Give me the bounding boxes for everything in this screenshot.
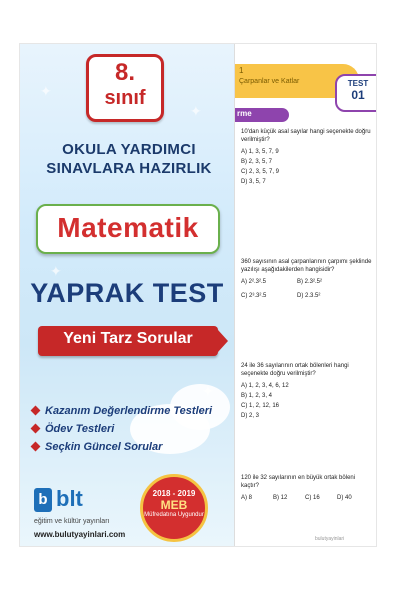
book-cover-product-image: [20, 44, 376, 546]
answer-option: A) 1, 2, 3, 4, 6, 12: [241, 383, 289, 389]
answer-option: B) 2, 3, 5, 7: [241, 159, 273, 165]
grade-word: sınıf: [104, 87, 146, 109]
answer-row: [241, 493, 373, 503]
answer-option: D) 40: [337, 495, 352, 501]
question-3: [241, 362, 373, 421]
grade-badge: [86, 54, 164, 122]
feature-item: Kazanım Değerlendirme Testleri: [32, 402, 212, 420]
answer-option: C) 16: [305, 495, 320, 501]
question-stem: 24 ile 36 sayılarının ortak bölenleri hangi seçenekte doğru verilmiştir?: [241, 363, 349, 377]
answer-option: A) 8: [241, 495, 253, 501]
publisher-mark-icon: b: [34, 488, 52, 512]
diamond-bullet-icon: [31, 424, 41, 434]
answer-option: A) 1, 3, 5, 7, 9: [241, 149, 279, 155]
question-stem: 360 sayısının asal çarpanlarının çarpımı şeklinde yazılışı aşağıdakilerden hangisidir?: [241, 259, 372, 273]
feature-item: Ödev Testleri: [32, 420, 212, 438]
section-tab: [235, 108, 289, 122]
test-badge: [335, 74, 376, 112]
answer-option: D) 2, 3: [241, 413, 260, 419]
question-1: [241, 128, 373, 187]
answer-option: C) 2, 3, 5, 7, 9: [241, 169, 280, 175]
question-stem: 120 ile 32 sayılarının en büyük ortak böleni kaçtır?: [241, 475, 356, 489]
feature-list: [32, 402, 212, 456]
section-tab-label: rme: [237, 109, 252, 118]
answer-option: B) 12: [273, 495, 288, 501]
subject-box: [36, 204, 220, 254]
meb-approval-seal: [140, 474, 208, 542]
subject-title: Matematik: [57, 212, 199, 243]
feature-item: Seçkin Güncel Sorular: [32, 438, 212, 456]
diamond-bullet-icon: [31, 442, 41, 452]
page-footer: bulutyayinlari: [315, 536, 345, 542]
grade-number: 8.: [114, 59, 135, 86]
answer-option: D) 2.3.5²: [297, 293, 321, 299]
answer-option: B) 1, 2, 3, 4: [241, 393, 273, 399]
publisher-logo: [34, 480, 124, 540]
sample-test-page: [234, 44, 376, 546]
sparkle-icon: ✦: [190, 104, 202, 120]
seal-text: Müfredatına Uygundur: [144, 512, 204, 518]
unit-number: 1: [239, 66, 244, 75]
ribbon-text: Yeni Tarz Sorular: [63, 330, 193, 347]
answer-option: A) 2².3².5: [241, 279, 267, 285]
answer-option: B) 2.3².5²: [297, 279, 323, 285]
front-cover: [20, 44, 234, 546]
unit-name: Çarpanlar ve Katlar: [239, 78, 300, 85]
answer-option: D) 3, 5, 7: [241, 179, 266, 185]
question-stem: 10'dan küçük asal sayılar hangi seçenekte doğru verilmiştir?: [241, 129, 371, 143]
seal-org: MEB: [160, 498, 188, 512]
test-label: TEST: [347, 79, 369, 88]
publisher-logo-text: blt: [56, 486, 83, 511]
sparkle-icon: ✦: [50, 264, 62, 280]
cover-tagline: [34, 140, 224, 178]
question-2: [241, 258, 373, 301]
tagline-line-2: SINAVLARA HAZIRLIK: [46, 160, 212, 177]
publisher-name: eğitim ve kültür yayınları: [34, 518, 110, 525]
seal-years: 2018 - 2019: [152, 489, 196, 498]
test-number: 01: [351, 88, 365, 102]
sparkle-icon: ✦: [40, 84, 52, 100]
publisher-url: www.bulutyayinlari.com: [34, 530, 126, 539]
diamond-bullet-icon: [31, 406, 41, 416]
question-4: [241, 474, 373, 503]
ribbon-banner: [38, 326, 218, 356]
answer-option: C) 1, 2, 12, 16: [241, 403, 280, 409]
answer-option: C) 2³.3².5: [241, 293, 267, 299]
series-title: YAPRAK TEST: [30, 278, 224, 308]
answer-row: [241, 291, 373, 301]
answer-row: [241, 277, 373, 287]
tagline-line-1: OKULA YARDIMCI: [62, 141, 196, 158]
